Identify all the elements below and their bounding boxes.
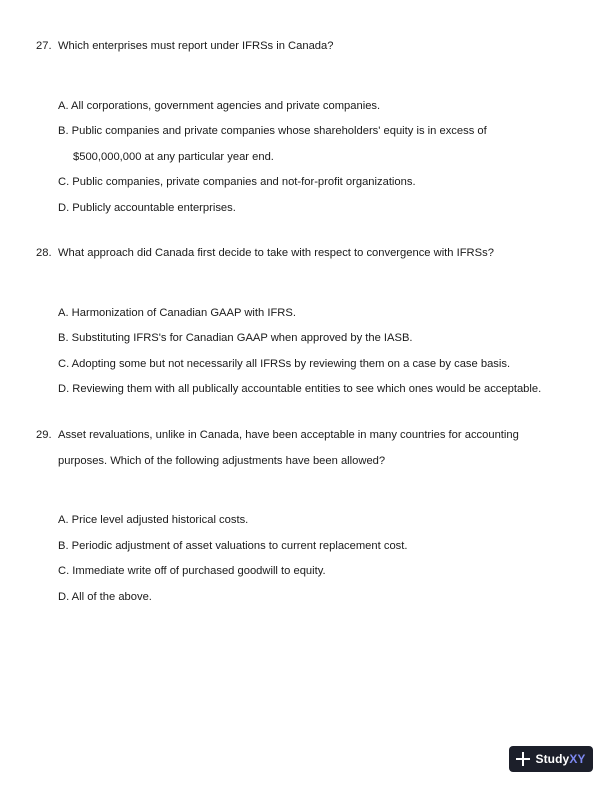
answer-options <box>58 94 586 222</box>
answer-options <box>58 508 586 610</box>
question-number: 27. <box>36 40 52 52</box>
option-a: A. Harmonization of Canadian GAAP with IFRS. <box>58 306 296 319</box>
question-stem <box>36 34 586 60</box>
brand-main: Study <box>535 752 570 766</box>
question-text: Which enterprises must report under IFRSs in Canada? <box>58 40 334 52</box>
question-text: What approach did Canada first decide to take with respect to convergence with IFRSs? <box>58 247 494 259</box>
option-a: A. Price level adjusted historical costs. <box>58 514 249 526</box>
option-d: D. All of the above. <box>58 590 152 603</box>
option-b: B. Periodic adjustment of asset valuations to current replacement cost. <box>58 539 408 552</box>
option-b-continuation: $500,000,000 at any particular year end. <box>73 150 274 163</box>
plus-icon <box>516 752 530 766</box>
option-c: C. Public companies, private companies and not-for-profit organizations. <box>58 176 416 188</box>
question-stem <box>36 241 586 267</box>
option-d: D. Publicly accountable enterprises. <box>58 201 236 214</box>
question-27 <box>36 34 586 221</box>
option-d: D. Reviewing them with all publically accountable entities to see which ones would be acceptable. <box>58 383 542 395</box>
question-number: 28. <box>36 247 52 259</box>
option-b: B. Substituting IFRS's for Canadian GAAP when approved by the IASB. <box>58 332 413 344</box>
question-28 <box>36 241 586 403</box>
question-text-line-1: Asset revaluations, unlike in Canada, have been acceptable in many countries for accounting <box>58 429 519 441</box>
question-number: 29. <box>36 429 52 441</box>
option-c: C. Adopting some but not necessarily all IFRSs by reviewing them on a case by case basis. <box>58 357 511 370</box>
brand-accent: XY <box>569 752 586 766</box>
option-c: C. Immediate write off of purchased goodwill to equity. <box>58 565 326 577</box>
studyxy-logo-badge[interactable] <box>509 746 593 772</box>
question-stem <box>36 423 586 474</box>
option-a: A. All corporations, government agencies and private companies. <box>58 99 381 112</box>
brand-name <box>535 752 585 766</box>
question-text-line-2: purposes. Which of the following adjustments have been allowed? <box>58 454 386 467</box>
answer-options <box>58 301 586 403</box>
option-b: B. Public companies and private companies whose shareholders' equity is in excess of <box>58 125 487 137</box>
question-29 <box>36 423 586 610</box>
